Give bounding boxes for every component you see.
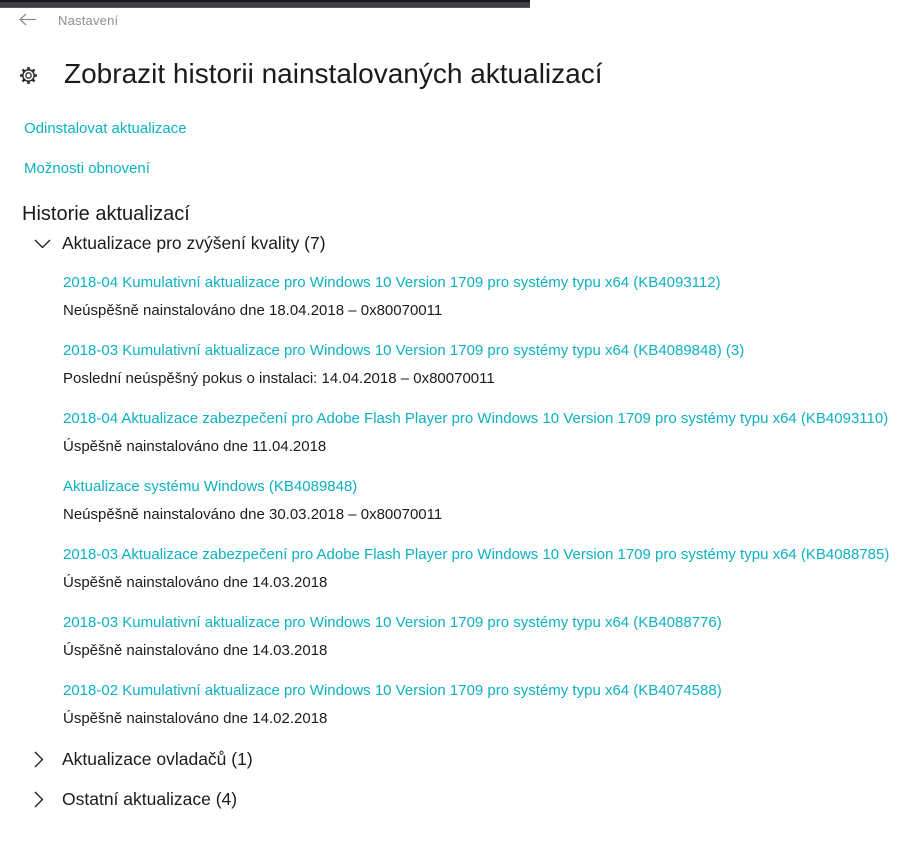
quality-updates-list [63, 265, 910, 741]
update-link[interactable]: 2018-03 Aktualizace zabezpečení pro Adobe Flash Player pro Windows 10 Version 1709 pro systémy typu x64 (KB4088785) [63, 546, 890, 563]
update-entry [63, 469, 910, 537]
section-label: Ostatní aktualizace (4) [62, 789, 238, 809]
gear-icon [19, 66, 38, 85]
chevron-right-icon [34, 751, 44, 768]
update-link[interactable]: 2018-03 Kumulativní aktualizace pro Windows 10 Version 1709 pro systémy typu x64 (KB4088776) [63, 614, 722, 631]
recovery-options-link[interactable]: Možnosti obnovení [24, 160, 150, 177]
update-entry [63, 537, 910, 605]
update-status: Úspěšně nainstalováno dne 14.03.2018 [63, 642, 328, 659]
update-link[interactable]: 2018-03 Kumulativní aktualizace pro Windows 10 Version 1709 pro systémy typu x64 (KB4089848) (3) [63, 342, 745, 359]
uninstall-updates-link[interactable]: Odinstalovat aktualizace [24, 120, 187, 137]
update-status: Neúspěšně nainstalováno dne 30.03.2018 – 0x80070011 [63, 506, 443, 523]
update-link[interactable]: 2018-04 Kumulativní aktualizace pro Windows 10 Version 1709 pro systémy typu x64 (KB4093112) [63, 274, 721, 291]
update-entry [63, 401, 910, 469]
page-header [19, 56, 602, 92]
update-status: Neúspěšně nainstalováno dne 18.04.2018 – 0x80070011 [63, 302, 443, 319]
history-heading: Historie aktualizací [22, 203, 190, 225]
update-status: Úspěšně nainstalováno dne 14.03.2018 [63, 574, 328, 591]
section-label: Aktualizace pro zvýšení kvality (7) [62, 233, 326, 253]
update-status: Úspěšně nainstalováno dne 11.04.2018 [63, 438, 327, 455]
chevron-down-icon [34, 239, 51, 249]
app-title: Nastavení [58, 13, 119, 28]
page-title: Zobrazit historii nainstalovaných aktualizací [64, 58, 603, 89]
update-status: Úspěšně nainstalováno dne 14.02.2018 [63, 710, 328, 727]
update-entry [63, 333, 910, 401]
update-entry [63, 673, 910, 741]
window-top-edge [0, 0, 530, 8]
update-entry [63, 605, 910, 673]
update-link[interactable]: 2018-04 Aktualizace zabezpečení pro Adobe Flash Player pro Windows 10 Version 1709 pro systémy typu x64 (KB4093110) [63, 410, 889, 427]
back-button[interactable] [15, 8, 39, 30]
update-link[interactable]: 2018-02 Kumulativní aktualizace pro Windows 10 Version 1709 pro systémy typu x64 (KB4074588) [63, 682, 722, 699]
update-entry [63, 265, 910, 333]
chevron-right-icon [34, 791, 44, 808]
update-link[interactable]: Aktualizace systému Windows (KB4089848) [63, 478, 358, 495]
update-status: Poslední neúspěšný pokus o instalaci: 14.04.2018 – 0x80070011 [63, 370, 495, 387]
back-arrow-icon [18, 13, 37, 26]
section-label: Aktualizace ovladačů (1) [62, 749, 253, 769]
